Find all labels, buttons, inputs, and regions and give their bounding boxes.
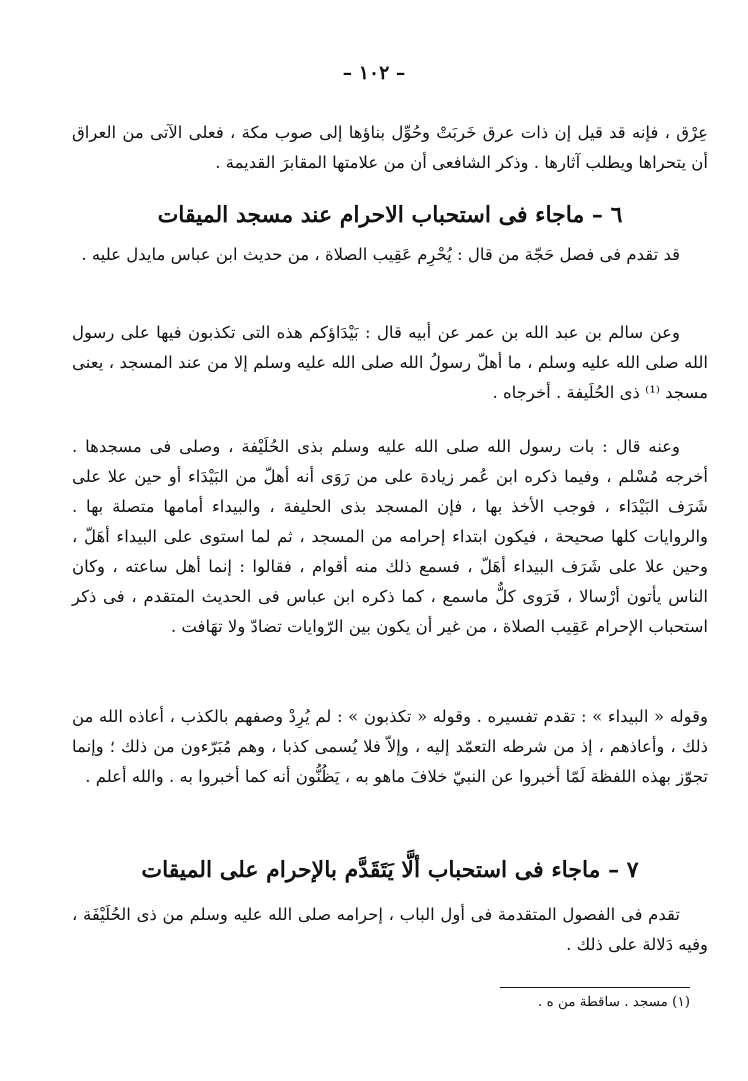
paragraph-dhul-hulayfa bbox=[72, 900, 708, 960]
paragraph-text: قد تقدم فى فصل حَجّة من قال : يُحْرِم عَقِيب الصلاة ، من حديث ابن عباس مايدل عليه . bbox=[81, 245, 680, 264]
paragraph-bat-rasul bbox=[72, 432, 708, 642]
footnote-separator bbox=[500, 987, 690, 988]
section-heading-7: ٧ – ماجاء فى استحباب ألَّا يَتَقَدَّم بالإحرام على الميقات bbox=[141, 857, 639, 883]
footnote: (١) مسجد . ساقطة من ه . bbox=[538, 994, 690, 1010]
paragraph-text: وعن سالم بن عبد الله بن عمر عن أبيه قال : بَيْدَاؤكم هذه التى تكذبون فيها على رسول الله صلى الله عليه وسلم ، ما أهلّ رسولُ الله صلى الله عليه وسلم إلا من عند المسجد ، يعنى مسجد ⁽¹⁾ ذى الحُلَيفة . أخرجاه . bbox=[72, 323, 708, 402]
paragraph-text: تقدم فى الفصول المتقدمة فى أول الباب ، إحرامه صلى الله عليه وسلم من ذى الحُلَيْفَة ، وفيه دَلالة على ذلك . bbox=[72, 905, 708, 954]
paragraph-salim bbox=[72, 318, 708, 408]
paragraph-text: وعنه قال : بات رسول الله صلى الله عليه وسلم بذى الحُلَيْفة ، وصلى فى مسجدها . أخرجه مُسْلم ، وفيما ذكره ابن عُمر زيادة على من رَوَى أنه أهلّ من البَيْدَاء أو حين علا على شَرَف البَيْدَاء ، فوجب الأخذ بها ، فإن المسجد بذى الحليفة ، والبيداء أمامها متصلة بها . والروايات كلها صحيحة ، فيكون ابتداء إحرامه من المسجد ، ثم لما استوى على البيداء أهَلّ ، وحين علا على شَرَف البيداء أهَلّ ، فسمع ذلك منه أقوام ، فقالوا : إنما أهل ساعته ، وكان الناس يأتون أرْسالا ، فَرَوى كلٌّ ماسمع ، كما ذكره ابن عباس فى الحديث المتقدم ، فى ذكر استحباب الإحرام عَقِيب الصلاة ، من غير أن يكون بين الرّوايات تضادّ ولا تهَافت . bbox=[72, 437, 708, 636]
paragraph-dhat-irq bbox=[72, 118, 708, 178]
page-number: – ١٠٢ – bbox=[342, 62, 406, 84]
paragraph-text: وقوله « البيداء » : تقدم تفسيره . وقوله « تكذبون » : لم يُرِدْ وصفهم بالكذب ، أعاذه الله من ذلك ، وأعاذهم ، إذ من شرطه التعمّد إليه ، وإلاّ فلا يُسمى كذبا ، وهم مُبَرّءون من ذلك ؛ وإنما تجوّز بهذه اللفظة لَمّا أخبروا عن النبيّ خلافَ ماهو به ، يَظُنُّون أنه كما أخبروا به . والله أعلم . bbox=[72, 707, 708, 786]
section-heading-6: ٦ – ماجاء فى استحباب الاحرام عند مسجد الميقات bbox=[157, 202, 623, 228]
paragraph-bayda-explanation bbox=[72, 702, 708, 792]
paragraph-text: عِرْق ، فإنه قد قيل إن ذات عرق خَربَتْ وحُوِّل بناؤها إلى صوب مكة ، فعلى الآتى من العراق أن يتحراها ويطلب آثارها . وذكر الشافعى أن من علامتها المقابرَ القديمة . bbox=[72, 123, 708, 172]
paragraph-ibn-abbas bbox=[72, 240, 708, 270]
